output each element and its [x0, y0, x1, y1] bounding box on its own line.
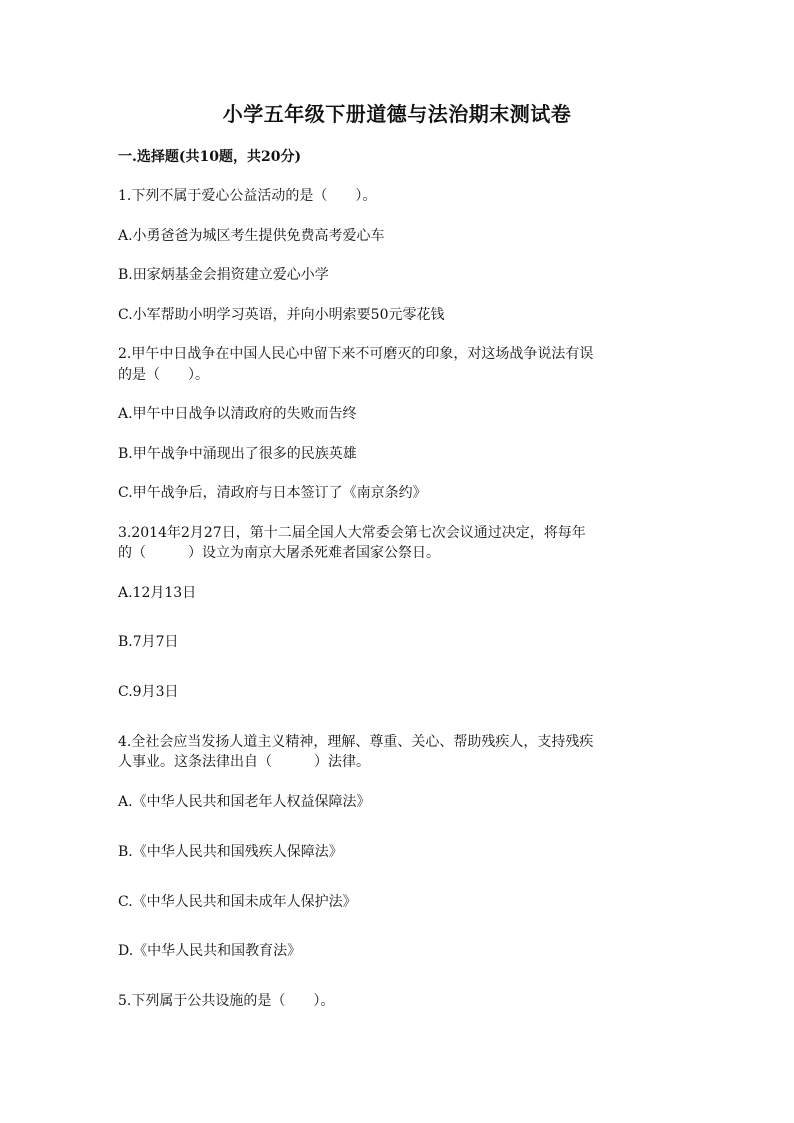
- question-1-option-b: B.田家炳基金会捐资建立爱心小学: [118, 267, 329, 283]
- question-3-option-b: B.7月7日: [118, 634, 179, 650]
- question-3-stem-line-1: 3.2014年2月27日，第十二届全国人大常委会第七次会议通过决定，将每年: [118, 525, 586, 541]
- question-4-option-c: C.《中华人民共和国未成年人保护法》: [118, 894, 357, 910]
- question-2-option-a: A.甲午中日战争以清政府的失败而告终: [118, 406, 357, 422]
- section-heading: 一.选择题(共10题，共20分): [118, 149, 302, 165]
- question-2-option-b: B.甲午战争中涌现出了很多的民族英雄: [118, 446, 357, 462]
- document-title: 小学五年级下册道德与法治期末测试卷: [222, 102, 572, 126]
- question-4-option-a: A.《中华人民共和国老年人权益保障法》: [118, 794, 371, 810]
- question-3-option-a: A.12月13日: [118, 585, 197, 601]
- question-3-option-c: C.9月3日: [118, 684, 179, 700]
- question-1-stem: 1.下列不属于爱心公益活动的是（ ）。: [118, 188, 377, 204]
- question-4-option-b: B.《中华人民共和国残疾人保障法》: [118, 844, 343, 860]
- question-1-option-c: C.小军帮助小明学习英语，并向小明索要50元零花钱: [118, 307, 445, 323]
- question-3-stem-line-2: 的（ ）设立为南京大屠杀死难者国家公祭日。: [118, 545, 440, 561]
- question-2-stem-line-2: 的是（ ）。: [118, 367, 209, 383]
- question-4-option-d: D.《中华人民共和国教育法》: [118, 943, 302, 959]
- question-2-option-c: C.甲午战争后，清政府与日本签订了《南京条约》: [118, 485, 427, 501]
- question-4-stem-line-1: 4.全社会应当发扬人道主义精神，理解、尊重、关心、帮助残疾人，支持残疾: [118, 734, 594, 750]
- question-5-stem: 5.下列属于公共设施的是（ ）。: [118, 993, 335, 1009]
- question-2-stem-line-1: 2.甲午中日战争在中国人民心中留下来不可磨灭的印象，对这场战争说法有误: [118, 346, 594, 362]
- question-4-stem-line-2: 人事业。这条法律出自（ ）法律。: [118, 754, 370, 770]
- question-1-option-a: A.小勇爸爸为城区考生提供免费高考爱心车: [118, 228, 385, 244]
